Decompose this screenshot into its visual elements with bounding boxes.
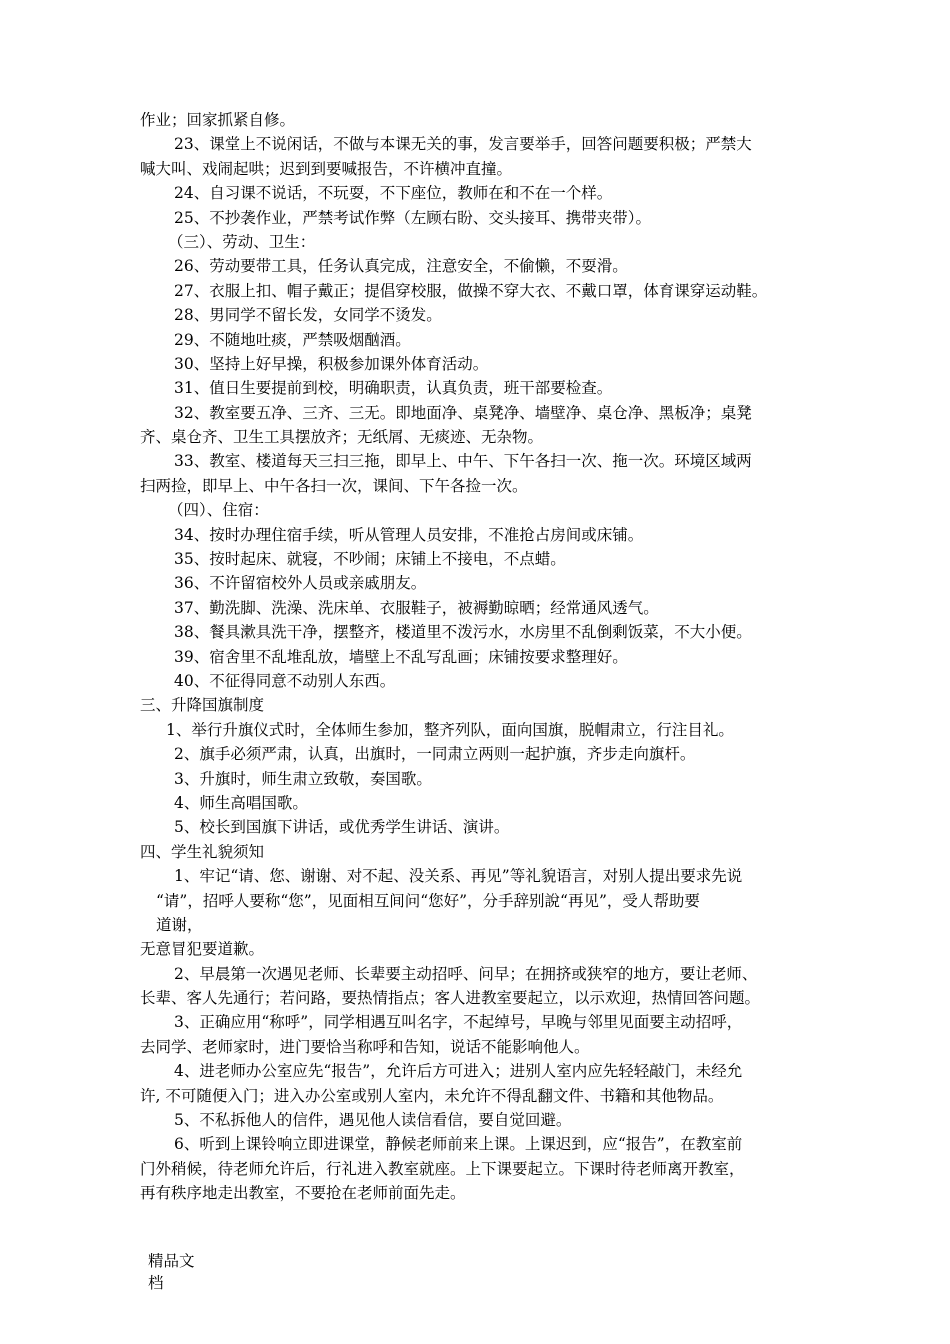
text-line: 1、牢记“请、您、谢谢、对不起、没关系、再见”等礼貌语言，对别人提出要求先说 — [174, 867, 743, 886]
text-line: 2、旗手必须严肃，认真，出旗时，一同肃立两则一起护旗，齐步走向旗杆。 — [174, 745, 696, 764]
text-line: 门外稍候，待老师允许后，行礼进入教室就座。上下课要起立。下课时待老师离开教室， — [140, 1159, 745, 1178]
text-line: 36、不许留宿校外人员或亲戚朋友。 — [174, 574, 427, 593]
text-line: 扫两捡，即早上、中午各扫一次，课间、下午各捡一次。 — [140, 476, 528, 495]
text-line: 39、宿舍里不乱堆乱放，墙壁上不乱写乱画；床铺按要求整理好。 — [174, 647, 628, 666]
text-line: 35、按时起床、就寝，不吵闹；床铺上不接电，不点蜡。 — [174, 550, 566, 569]
text-line: 2、早晨第一次遇见老师、长辈要主动招呼、问早；在拥挤或狭窄的地方，要让老师、 — [174, 964, 758, 983]
text-line: 34、按时办理住宿手续，听从管理人员安排，不准抢占房间或床铺。 — [174, 525, 644, 544]
text-line: 许, 不可随便入门；进入办公室或别人室内，未允许不得乱翻文件、书籍和其他物品。 — [140, 1086, 724, 1105]
text-line: 5、不私拆他人的信件，遇见他人读信看信，要自觉回避。 — [174, 1111, 572, 1130]
text-line: 28、男同学不留长发，女同学不烫发。 — [174, 306, 442, 325]
text-line: 喊大叫、戏闹起哄；迟到到要喊报告，不许横冲直撞。 — [140, 159, 513, 178]
text-line: 37、勤洗脚、洗澡、洗床单、衣服鞋子，被褥勤晾晒；经常通风透气。 — [174, 598, 659, 617]
text-line: “请”，招呼人要称“您”，见面相互间问“您好”，分手辞别說“再见”，受人帮助要 — [156, 891, 700, 910]
footer-line-1: 精品文 — [148, 1252, 195, 1270]
text-line: 30、坚持上好早操，积极参加课外体育活动。 — [174, 354, 489, 373]
text-line: 29、不随地吐痰，严禁吸烟酗酒。 — [174, 330, 411, 349]
text-line: 26、劳动要带工具，任务认真完成，注意安全，不偷懒，不耍滑。 — [174, 257, 628, 276]
text-line: 长辈、客人先通行；若问路，要热情指点；客人进教室要起立，以示欢迎，热情回答问题。 — [140, 989, 761, 1008]
text-line: 道谢， — [156, 915, 203, 934]
text-line: 1、举行升旗仪式时，全体师生参加，整齐列队，面向国旗，脱帽肃立，行注目礼。 — [166, 720, 734, 739]
footer-line-2: 档 — [148, 1274, 164, 1292]
text-line: 32、教室要五净、三齐、三无。即地面净、桌凳净、墙壁净、桌仓净、黑板净；桌凳 — [174, 403, 752, 422]
text-line: 31、值日生要提前到校，明确职责，认真负责，班干部要检查。 — [174, 379, 613, 398]
footer-watermark — [148, 1250, 208, 1294]
text-line: 再有秩序地走出教室，不要抢在老师前面先走。 — [140, 1184, 466, 1203]
text-line: 无意冒犯要道歉。 — [140, 940, 265, 959]
text-line: 40、不征得同意不动别人东西。 — [174, 671, 396, 690]
text-line: （三）、劳动、卫生： — [168, 232, 316, 251]
text-line: 6、听到上课铃响立即进课堂，静候老师前来上课。上课迟到，应“报告”，在教室前 — [174, 1135, 743, 1154]
text-line: 25、不抄袭作业，严禁考试作弊（左顾右盼、交头接耳、携带夹带）。 — [174, 208, 651, 227]
text-line: 27、衣服上扣、帽子戴正；提倡穿校服，做操不穿大衣、不戴口罩，体育课穿运动鞋。 — [174, 281, 768, 300]
text-line: 5、校长到国旗下讲话，或优秀学生讲话、演讲。 — [174, 818, 510, 837]
text-line: 4、师生高唱国歌。 — [174, 793, 308, 812]
text-line: 38、餐具漱具洗干净，摆整齐，楼道里不泼污水，水房里不乱倒剩饭菜，不大小便。 — [174, 623, 752, 642]
text-line: 33、教室、楼道每天三扫三拖，即早上、中午、下午各扫一次、拖一次。环境区域两 — [174, 452, 752, 471]
text-line: 四、学生礼貌须知 — [140, 842, 265, 861]
text-line: 4、进老师办公室应先“报告”，允许后方可进入；进别人室内应先轻轻敲门，未经允 — [174, 1062, 743, 1081]
text-line: 三、升降国旗制度 — [140, 696, 265, 715]
text-line: 24、自习课不说话，不玩耍，不下座位，教师在和不在一个样。 — [174, 184, 613, 203]
text-line: 3、升旗时，师生肃立致敬，奏国歌。 — [174, 769, 432, 788]
text-line: 3、正确应用“称呼”，同学相遇互叫名字，不起绰号，早晚与邻里见面要主动招呼， — [174, 1013, 743, 1032]
document-body — [140, 108, 820, 1206]
text-line: 23、课堂上不说闲话，不做与本课无关的事，发言要举手，回答问题要积极；严禁大 — [174, 135, 752, 154]
text-line: （四）、住宿： — [168, 501, 269, 520]
text-line: 作业；回家抓紧自修。 — [140, 111, 296, 129]
text-line: 去同学、老师家时，进门要恰当称呼和告知，说话不能影响他人。 — [140, 1037, 590, 1056]
text-line: 齐、桌仓齐、卫生工具摆放齐；无纸屑、无痰迹、无杂物。 — [140, 428, 544, 447]
